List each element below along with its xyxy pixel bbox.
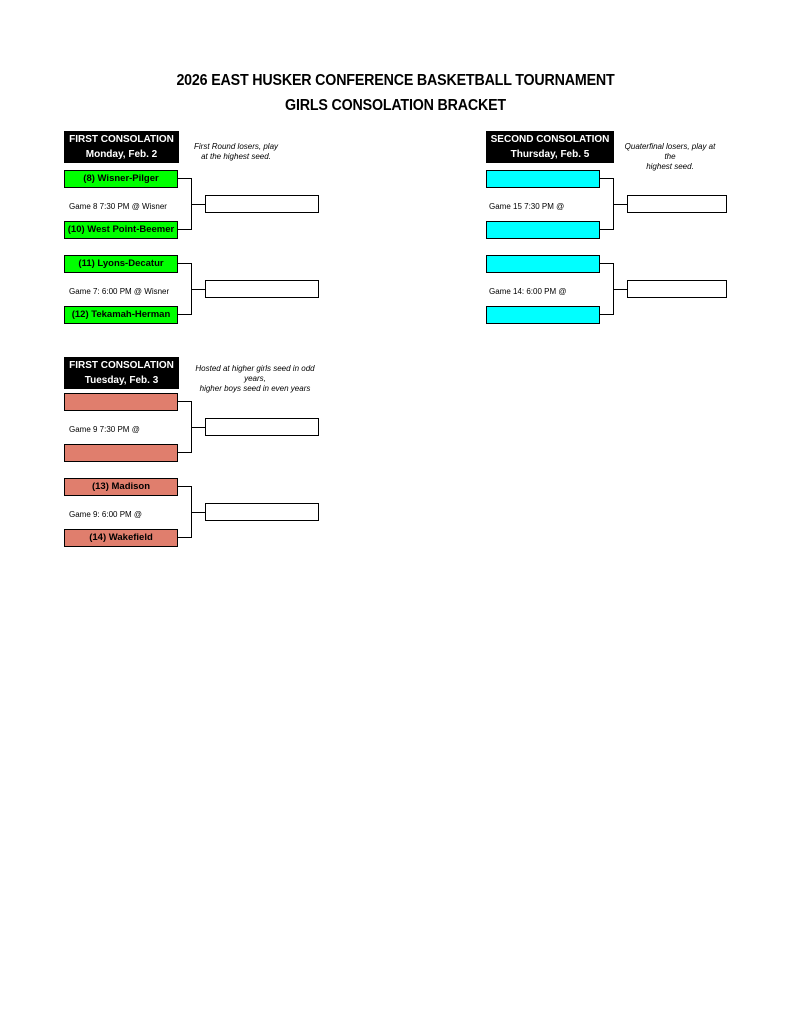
- game-info: Game 9 7:30 PM @: [69, 425, 140, 434]
- team-slot[interactable]: [486, 306, 600, 324]
- second-consolation-note: [618, 142, 722, 172]
- note-line: higher boys seed in even years: [199, 384, 311, 393]
- winner-slot[interactable]: [627, 280, 727, 298]
- game-info: Game 8 7:30 PM @ Wisner: [69, 202, 167, 211]
- bracket-line: [178, 486, 192, 487]
- team-slot[interactable]: [64, 444, 178, 462]
- team-slot[interactable]: (13) Madison: [64, 478, 178, 496]
- bracket-line: [191, 427, 205, 428]
- second-consolation-header: [486, 131, 614, 163]
- first-consolation-monday-note: [188, 142, 284, 162]
- note-line: Hosted at higher girls seed in odd years,: [195, 364, 315, 383]
- game-info: Game 7: 6:00 PM @ Wisner: [69, 287, 170, 296]
- section-heading: FIRST CONSOLATION: [69, 134, 174, 145]
- team-slot[interactable]: (11) Lyons-Decatur: [64, 255, 178, 273]
- bracket-line: [178, 452, 192, 453]
- team-slot[interactable]: (8) Wisner-Pilger: [64, 170, 178, 188]
- note-line: highest seed.: [646, 162, 694, 171]
- bracket-line: [178, 314, 192, 315]
- section-heading: FIRST CONSOLATION: [69, 360, 174, 371]
- section-date: Monday, Feb. 2: [85, 149, 158, 160]
- winner-slot[interactable]: [205, 503, 319, 521]
- winner-slot[interactable]: [205, 280, 319, 298]
- game-info: Game 15 7:30 PM @: [489, 202, 565, 211]
- team-slot[interactable]: [486, 170, 600, 188]
- note-line: Quaterfinal losers, play at the: [624, 142, 716, 161]
- team-slot[interactable]: (12) Tekamah-Herman: [64, 306, 178, 324]
- game-info: Game 14: 6:00 PM @: [489, 287, 567, 296]
- team-slot[interactable]: (14) Wakefield: [64, 529, 178, 547]
- bracket-line: [191, 204, 205, 205]
- bracket-subtitle: GIRLS CONSOLATION BRACKET: [285, 97, 506, 114]
- bracket-line: [600, 263, 614, 264]
- bracket-line: [613, 204, 627, 205]
- bracket-line: [178, 401, 192, 402]
- first-consolation-tuesday-header: [64, 357, 179, 389]
- note-line: at the highest seed.: [201, 152, 271, 161]
- team-slot[interactable]: [64, 393, 178, 411]
- bracket-line: [178, 178, 192, 179]
- bracket-line: [191, 512, 205, 513]
- winner-slot[interactable]: [205, 195, 319, 213]
- team-slot[interactable]: [486, 255, 600, 273]
- bracket-line: [178, 263, 192, 264]
- bracket-line: [191, 289, 205, 290]
- bracket-title: 2026 EAST HUSKER CONFERENCE BASKETBALL TOURNAMENT: [176, 72, 615, 89]
- team-slot[interactable]: [486, 221, 600, 239]
- bracket-line: [600, 229, 614, 230]
- bracket-line: [600, 178, 614, 179]
- game-info: Game 9: 6:00 PM @: [69, 510, 143, 519]
- team-slot[interactable]: (10) West Point-Beemer: [64, 221, 178, 239]
- section-date: Tuesday, Feb. 3: [84, 375, 159, 386]
- section-date: Thursday, Feb. 5: [510, 149, 590, 160]
- first-consolation-tuesday-note: [186, 364, 324, 394]
- note-line: First Round losers, play: [193, 142, 279, 151]
- winner-slot[interactable]: [205, 418, 319, 436]
- bracket-line: [600, 314, 614, 315]
- first-consolation-monday-header: [64, 131, 179, 163]
- winner-slot[interactable]: [627, 195, 727, 213]
- bracket-line: [178, 229, 192, 230]
- section-heading: SECOND CONSOLATION: [490, 134, 610, 145]
- bracket-line: [178, 537, 192, 538]
- bracket-line: [613, 289, 627, 290]
